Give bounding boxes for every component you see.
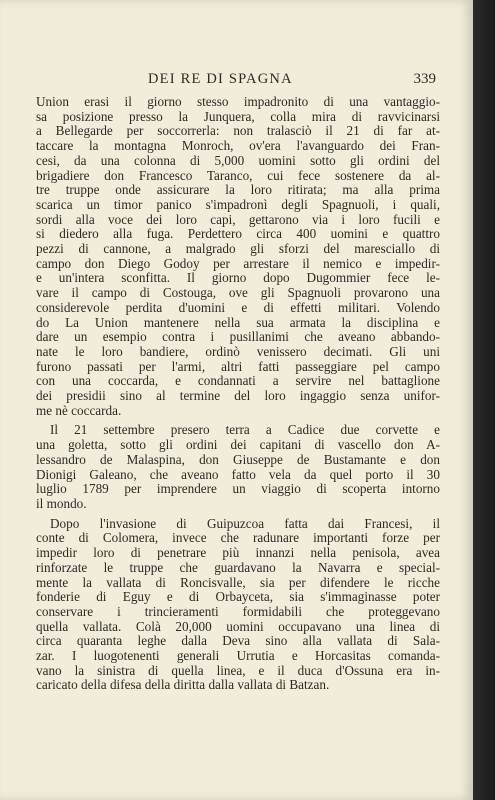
text-line: mente la vallata di Roncisvalle, sia per difendere le ricche xyxy=(36,574,440,590)
text-line: furono passati per l'armi, altri fatti passeggiare pel campo xyxy=(36,358,440,374)
text-line: Il 21 settembre presero terra a Cadice due corvette e xyxy=(50,422,440,438)
text-line: conservare i trincieramenti formidabili che proteggevano xyxy=(36,603,440,619)
body-text xyxy=(36,95,440,698)
paragraph xyxy=(36,423,440,511)
text-line: lessandro de Malaspina, don Giuseppe de Bustamante e don xyxy=(36,451,440,467)
text-line: taccare la montagna Monroch, ov'era l'avanguardo dei Fran- xyxy=(36,138,440,154)
text-line: cesi, da una colonna di 5,000 uomini sotto gli ordini del xyxy=(36,152,440,168)
text-line: luglio 1789 per imprendere un viaggio di scoperta intorno xyxy=(36,481,440,497)
running-title: DEI RE DI SPAGNA xyxy=(148,71,293,87)
text-line: fonderie di Eguy e di Orbayceta, sia s'immaginasse poter xyxy=(36,589,440,605)
text-line: circa quaranta leghe dalla Deva sino alla vallata di Sala- xyxy=(36,633,440,649)
text-line: me nè coccarda. xyxy=(36,402,122,418)
text-line: vano la sinistra di quella linea, e il duca d'Ossuna era in- xyxy=(36,662,440,678)
text-line: dare un esempio contra i pusillanimi che aveano abbando- xyxy=(36,329,440,345)
text-line: conte di Colomera, invece che radunare importanti forze per xyxy=(36,530,440,546)
text-line: vare il campo di Costouga, ove gli Spagnuoli provarono una xyxy=(36,285,440,301)
page-number: 339 xyxy=(413,71,436,87)
text-line: si diedero alla fuga. Perdettero circa 400 uomini e quattro xyxy=(36,226,440,242)
text-line: Union erasi il giorno stesso impadronito di una vantaggio- xyxy=(36,94,440,109)
text-line: sa posizione presso la Junquera, colla mira di ravvicinarsi xyxy=(36,108,440,124)
text-line: nate le loro bandiere, ordinò venissero decimati. Gli uni xyxy=(36,343,440,359)
text-line: scarica un timor panico s'impadronì degli Spagnuoli, i quali, xyxy=(36,196,440,212)
text-line: Dopo l'invasione di Guipuzcoa fatta dai Francesi, il xyxy=(50,515,440,531)
text-line: e un'intera sconfitta. Il giorno dopo Dugommier fece le- xyxy=(36,270,440,286)
paragraph xyxy=(36,95,440,418)
text-line: a Bellegarde per soccorrerla: non tralasciò il 21 di far at- xyxy=(36,123,440,139)
text-line: con una coccarda, e condannati a servire nel battaglione xyxy=(36,373,440,389)
text-line: pezzi di cannone, a malgrado gli sforzi del maresciallo di xyxy=(36,241,440,257)
text-line: caricato della difesa della diritta dalla vallata di Batzan. xyxy=(36,677,330,693)
running-head xyxy=(36,71,436,91)
text-line: brigadiere don Francesco Taranco, cui fece sostenere da al- xyxy=(36,167,440,183)
text-line: rinforzate le truppe che guardavano la Navarra e special- xyxy=(36,559,440,575)
text-line: Dionigi Galeano, che aveano fatto vela da quel porto il 30 xyxy=(36,466,440,482)
text-line: una goletta, sotto gli ordini dei capitani di vascello don A- xyxy=(36,437,440,453)
text-line: quella vallata. Colà 20,000 uomini occupavano una linea di xyxy=(36,618,440,634)
text-line: il mondo. xyxy=(36,495,87,511)
text-line: campo don Diego Godoy per arrestare il nemico e impedir- xyxy=(36,255,440,271)
page-edge-shadow xyxy=(473,0,495,800)
text-line: dei presidii sino al termine del loro ingaggio senza unifor- xyxy=(36,388,440,404)
text-line: tre truppe onde assicurare la loro ritirata; ma alla prima xyxy=(36,182,440,198)
text-line: considerevole perdita d'uomini e di effetti militari. Volendo xyxy=(36,299,440,315)
text-line: sordi alla voce dei loro capi, gettarono via i loro fucili e xyxy=(36,211,440,227)
text-line: impedir loro di penetrare più innanzi nella penisola, avea xyxy=(36,545,440,561)
text-line: zar. I luogotenenti generali Urrutia e Horcasitas comanda- xyxy=(36,648,440,664)
text-line: do La Union mantenere nella sua armata la disciplina e xyxy=(36,314,440,330)
paragraph xyxy=(36,517,440,693)
